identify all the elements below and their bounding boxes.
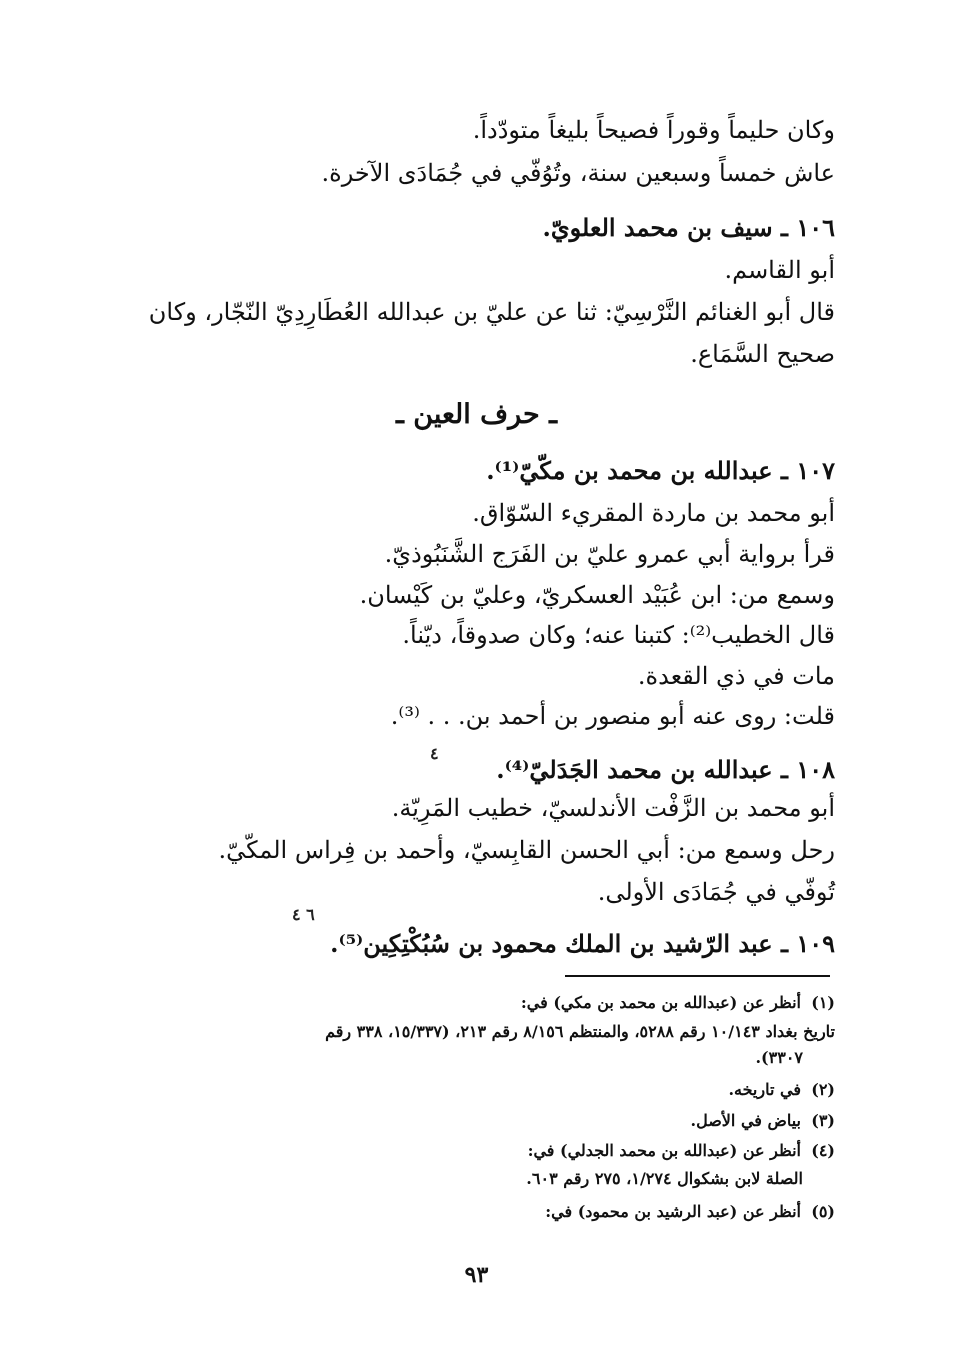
footnote-text: في تاريخه. [728, 1080, 801, 1099]
footnote [728, 1077, 835, 1103]
footnote-text: أنظر عن (عبدالله بن محمد بن مكي) في: [520, 993, 801, 1012]
body-line: وكان حليماً وقوراً فصيحاً بليغاً متودّداً. [472, 116, 835, 144]
body-line: عاش خمساً وسبعين سنة، وتُوُفّي في جُمَادَى الآخرة. [321, 159, 835, 187]
footnote-text: بياض في الأصل. [690, 1111, 801, 1130]
entry-heading-106: ١٠٦ ـ سيف بن محمد العلويّ. [542, 213, 835, 242]
entry-heading-107: ١٠٧ ـ عبدالله بن محمد بن مكّيّ⁽¹⁾. [486, 456, 835, 485]
entry-heading-109: ١٠٩ ـ عبد الرّشيد بن الملك محمود بن سُبُكْتِكِين⁽⁵⁾. [330, 929, 835, 958]
footnote-number: (٤) [811, 1141, 835, 1160]
footnote-number: (٥) [811, 1202, 835, 1221]
handwritten-mark: ٤ [430, 744, 439, 763]
body-line: مات في ذي القعدة. [637, 662, 835, 690]
footnote [545, 1199, 835, 1225]
footnote-text: تاريخ بغداد ١٠/١٤٣ رقم ٥٢٨٨، والمنتظم ٨/١٥٦ رقم ٢١٣، (١٥/٣٣٧، ٣٣٨ رقم [325, 1022, 835, 1041]
footnote-number: (٣) [811, 1111, 835, 1130]
page-number: ٩٣ [464, 1262, 489, 1288]
body-line: قرأ برواية أبي عمرو عليّ بن الفَرَج الشَّنَبُوذيّ. [384, 540, 835, 568]
body-line: رحل وسمع من: أبي الحسن القابِسيّ، وأحمد بن فِراس المكّيّ. [218, 836, 835, 864]
footnote [528, 1138, 835, 1164]
footnote-continuation [755, 1045, 803, 1071]
handwritten-mark: ٦ ٤ [292, 905, 315, 924]
footnote-separator [565, 975, 830, 977]
section-heading: ـ حرف العين ـ [395, 399, 558, 430]
footnote-continuation [325, 1019, 835, 1045]
footnote-text: الصلة لابن بشكوال ١/٢٧٤، ٢٧٥ رقم ٦٠٣. [526, 1169, 803, 1188]
body-line: أبو محمد بن الزَّفْت الأندلسيّ، خطيب المَرِيّة. [391, 794, 835, 822]
body-line: وسمع من: ابن عُبَيْد العسكريّ، وعليّ بن كَيْسان. [359, 581, 835, 609]
footnote [691, 1108, 835, 1134]
footnote [521, 990, 835, 1016]
body-line: أبو محمد بن ماردة المقريء السّوّاق. [472, 499, 835, 527]
body-line: أبو القاسم. [724, 256, 835, 284]
footnote-text: أنظر عن (عبد الرشيد بن محمود) في: [545, 1202, 801, 1221]
footnote-text: أنظر عن (عبدالله بن محمد الجدلي) في: [527, 1141, 801, 1160]
entry-heading-108: ١٠٨ ـ عبدالله بن محمد الجَدَليّ⁽⁴⁾. [496, 755, 835, 784]
footnote-number: (١) [811, 993, 835, 1012]
footnote-continuation [526, 1166, 803, 1192]
footnote-number: (٢) [811, 1080, 835, 1099]
body-line: صحيح السَّمَاع. [690, 340, 835, 368]
body-line: قال الخطيب⁽²⁾: كتبنا عنه؛ وكان صدوقاً، ديّناً. [402, 621, 835, 649]
footnote-text: ٣٣٠٧). [755, 1048, 803, 1067]
body-line: قلت: روى عنه أبو منصور بن أحمد بن. . . ⁽³⁾. [390, 702, 835, 730]
body-line: قال أبو الغنائم النَّرْسِيّ: ثنا عن عليّ بن عبدالله العُطَارِدِيّ النّجّار، وكان [148, 298, 835, 326]
body-line: تُوفّي في جُمَادَى الأولى. [597, 878, 835, 906]
